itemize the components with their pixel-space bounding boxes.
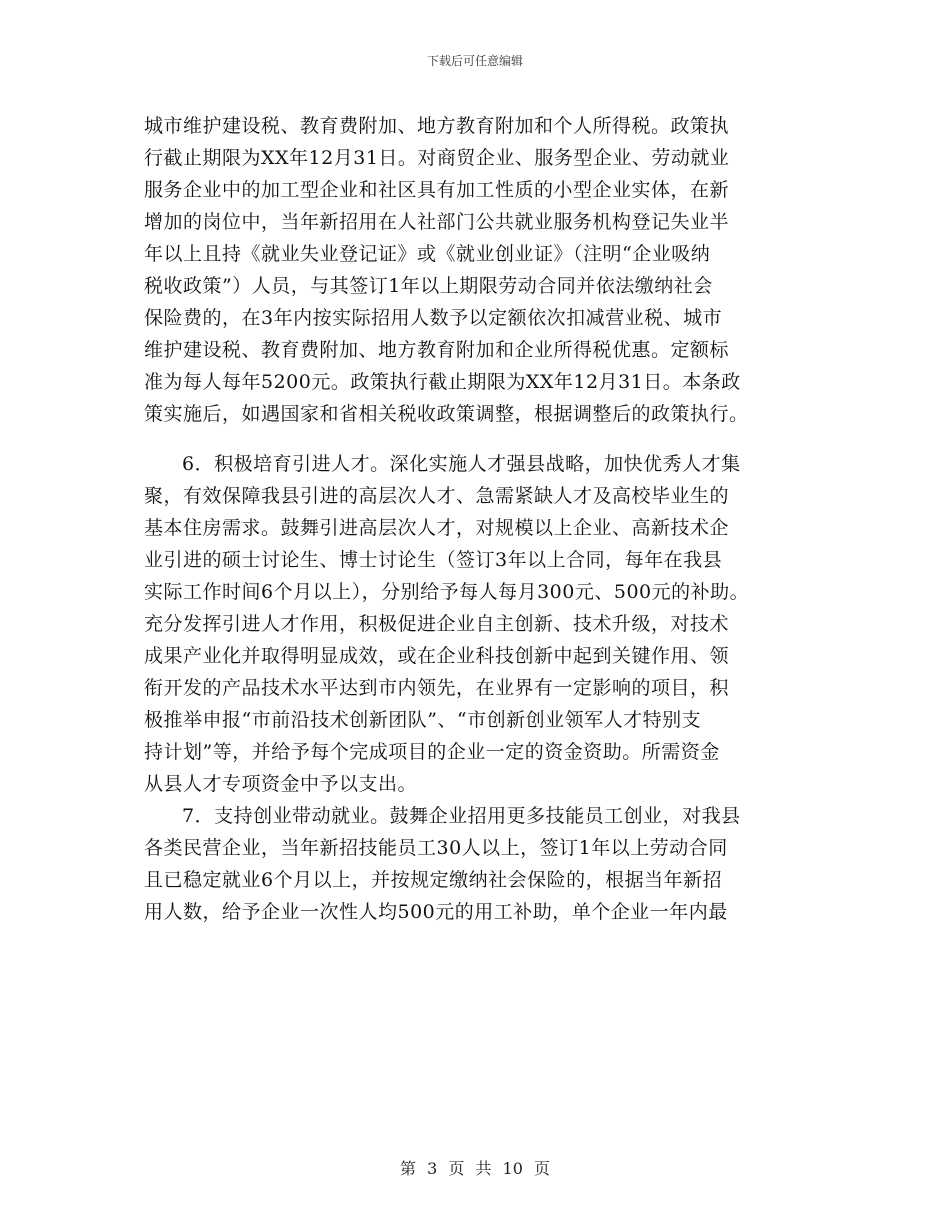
paragraph-spacer — [144, 430, 834, 448]
text-line: 各类民营企业，当年新招技能员工30人以上，签订1年以上劳动合同 — [144, 837, 728, 859]
paragraph-talent — [144, 448, 834, 800]
page-header: 下载后可任意编辑 — [426, 54, 523, 68]
text-line: 增加的岗位中，当年新招用在人社部门公共就业服务机构登记失业半 — [144, 211, 730, 233]
text-line: 基本住房需求。鼓舞引进高层次人才，对规模以上企业、高新技术企 — [144, 517, 730, 539]
text-line: 用人数，给予企业一次性人均500元的用工补助，单个企业一年内最 — [144, 901, 728, 923]
text-line: 策实施后，如遇国家和省相关税收政策调整，根据调整后的政策执行。 — [144, 403, 749, 425]
text-line: 持计划”等，并给予每个完成项目的企业一定的资金资助。所需资金 — [144, 741, 720, 763]
paragraph-entrepreneurship — [144, 800, 834, 928]
text-line: 充分发挥引进人才作用，积极促进企业自主创新、技术升级，对技术 — [144, 613, 730, 635]
text-line: 保险费的，在3年内按实际招用人数予以定额依次扣减营业税、城市 — [144, 307, 723, 329]
text-line: 城市维护建设税、教育费附加、地方教育附加和个人所得税。政策执 — [144, 115, 730, 137]
paragraph-tax-policy — [144, 110, 834, 430]
text-line: 维护建设税、教育费附加、地方教育附加和企业所得税优惠。定额标 — [144, 339, 730, 361]
text-line: 衔开发的产品技术水平达到市内领先，在业界有一定影响的项目，积 — [144, 677, 730, 699]
text-line: 且已稳定就业6个月以上，并按规定缴纳社会保险的，根据当年新招 — [144, 869, 723, 891]
text-line: 成果产业化并取得明显成效，或在企业科技创新中起到关键作用、领 — [144, 645, 730, 667]
text-line: 服务企业中的加工型企业和社区具有加工性质的小型企业实体，在新 — [144, 179, 730, 201]
text-line: 行截止期限为XX年12月31日。对商贸企业、服务型企业、劳动就业 — [144, 147, 730, 169]
text-line: 极推举申报“市前沿技术创新团队”、“市创新创业领军人才特别支 — [144, 709, 702, 731]
text-line: 6．积极培育引进人才。深化实施人才强县战略，加快优秀人才集 — [182, 453, 741, 475]
text-line: 7．支持创业带动就业。鼓舞企业招用更多技能员工创业，对我县 — [182, 805, 741, 827]
text-line: 实际工作时间6个月以上），分别给予每人每月300元、500元的补助。 — [144, 581, 750, 603]
document-body — [144, 110, 834, 928]
text-line: 税收政策”）人员，与其签订1年以上期限劳动合同并依法缴纳社会 — [144, 275, 713, 297]
text-line: 年以上且持《就业失业登记证》或《就业创业证》（注明“企业吸纳 — [144, 243, 711, 265]
text-line: 准为每人每年5200元。政策执行截止期限为XX年12月31日。本条政 — [144, 371, 741, 393]
page-number: 第 3 页 共 10 页 — [400, 1159, 550, 1178]
text-line: 从县人才专项资金中予以支出。 — [144, 773, 418, 795]
text-line: 业引进的硕士讨论生、博士讨论生（签订3年以上合同，每年在我县 — [144, 549, 723, 571]
text-line: 聚，有效保障我县引进的高层次人才、急需紧缺人才及高校毕业生的 — [144, 485, 730, 507]
